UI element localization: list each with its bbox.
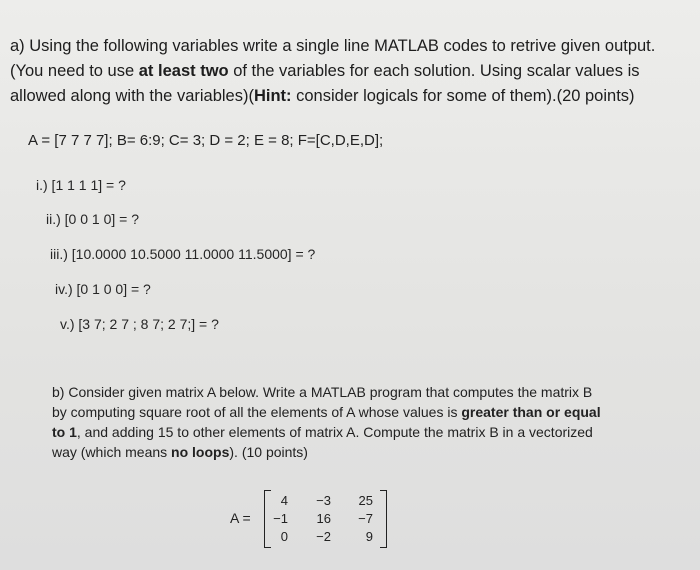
part-b-line-3: to 1, and adding 15 to other elements of matrix A. Compute the matrix B in a vectorized [52, 424, 593, 440]
question-item-4: iv.) [0 1 0 0] = ? [55, 281, 151, 297]
matrix-cell: 4 [280, 493, 288, 508]
part-a-line-2: (You need to use at least two of the variables for each solution. Using scalar values is [10, 62, 640, 80]
matrix-cell: −7 [358, 511, 373, 526]
matrix-cell: −1 [273, 511, 288, 526]
part-b-line-2: by computing square root of all the elements of A whose values is greater than or equal [52, 404, 601, 420]
part-b-line-4: way (which means no loops). (10 points) [52, 444, 308, 460]
matrix-cell: 0 [280, 529, 288, 544]
part-b-instructions [52, 382, 682, 462]
part-a-line-1: a) Using the following variables write a single line MATLAB codes to retrive given output. [10, 37, 656, 55]
matrix-cell: −3 [316, 493, 331, 508]
matrix-cell: 9 [365, 529, 373, 544]
question-item-3: iii.) [10.0000 10.5000 11.0000 11.5000] = ? [50, 246, 316, 262]
variable-definitions: A = [7 7 7 7]; B= 6:9; C= 3; D = 2; E = 8; F=[C,D,E,D]; [28, 132, 384, 149]
matrix-cell: −2 [316, 529, 331, 544]
question-item-1: i.) [1 1 1 1] = ? [36, 177, 126, 193]
matrix-cell: 16 [316, 511, 331, 526]
question-item-5: v.) [3 7; 2 7 ; 8 7; 2 7;] = ? [60, 316, 219, 332]
matrix-label: A = [230, 510, 251, 526]
part-b-line-1: b) Consider given matrix A below. Write a MATLAB program that computes the matrix B [52, 384, 593, 400]
part-a-instructions [10, 34, 695, 109]
question-item-2: ii.) [0 0 1 0] = ? [46, 211, 139, 227]
matrix-right-bracket [380, 490, 387, 548]
part-a-line-3: allowed along with the variables)(Hint: consider logicals for some of them).(20 points) [10, 87, 635, 105]
matrix-cell: 25 [358, 493, 373, 508]
